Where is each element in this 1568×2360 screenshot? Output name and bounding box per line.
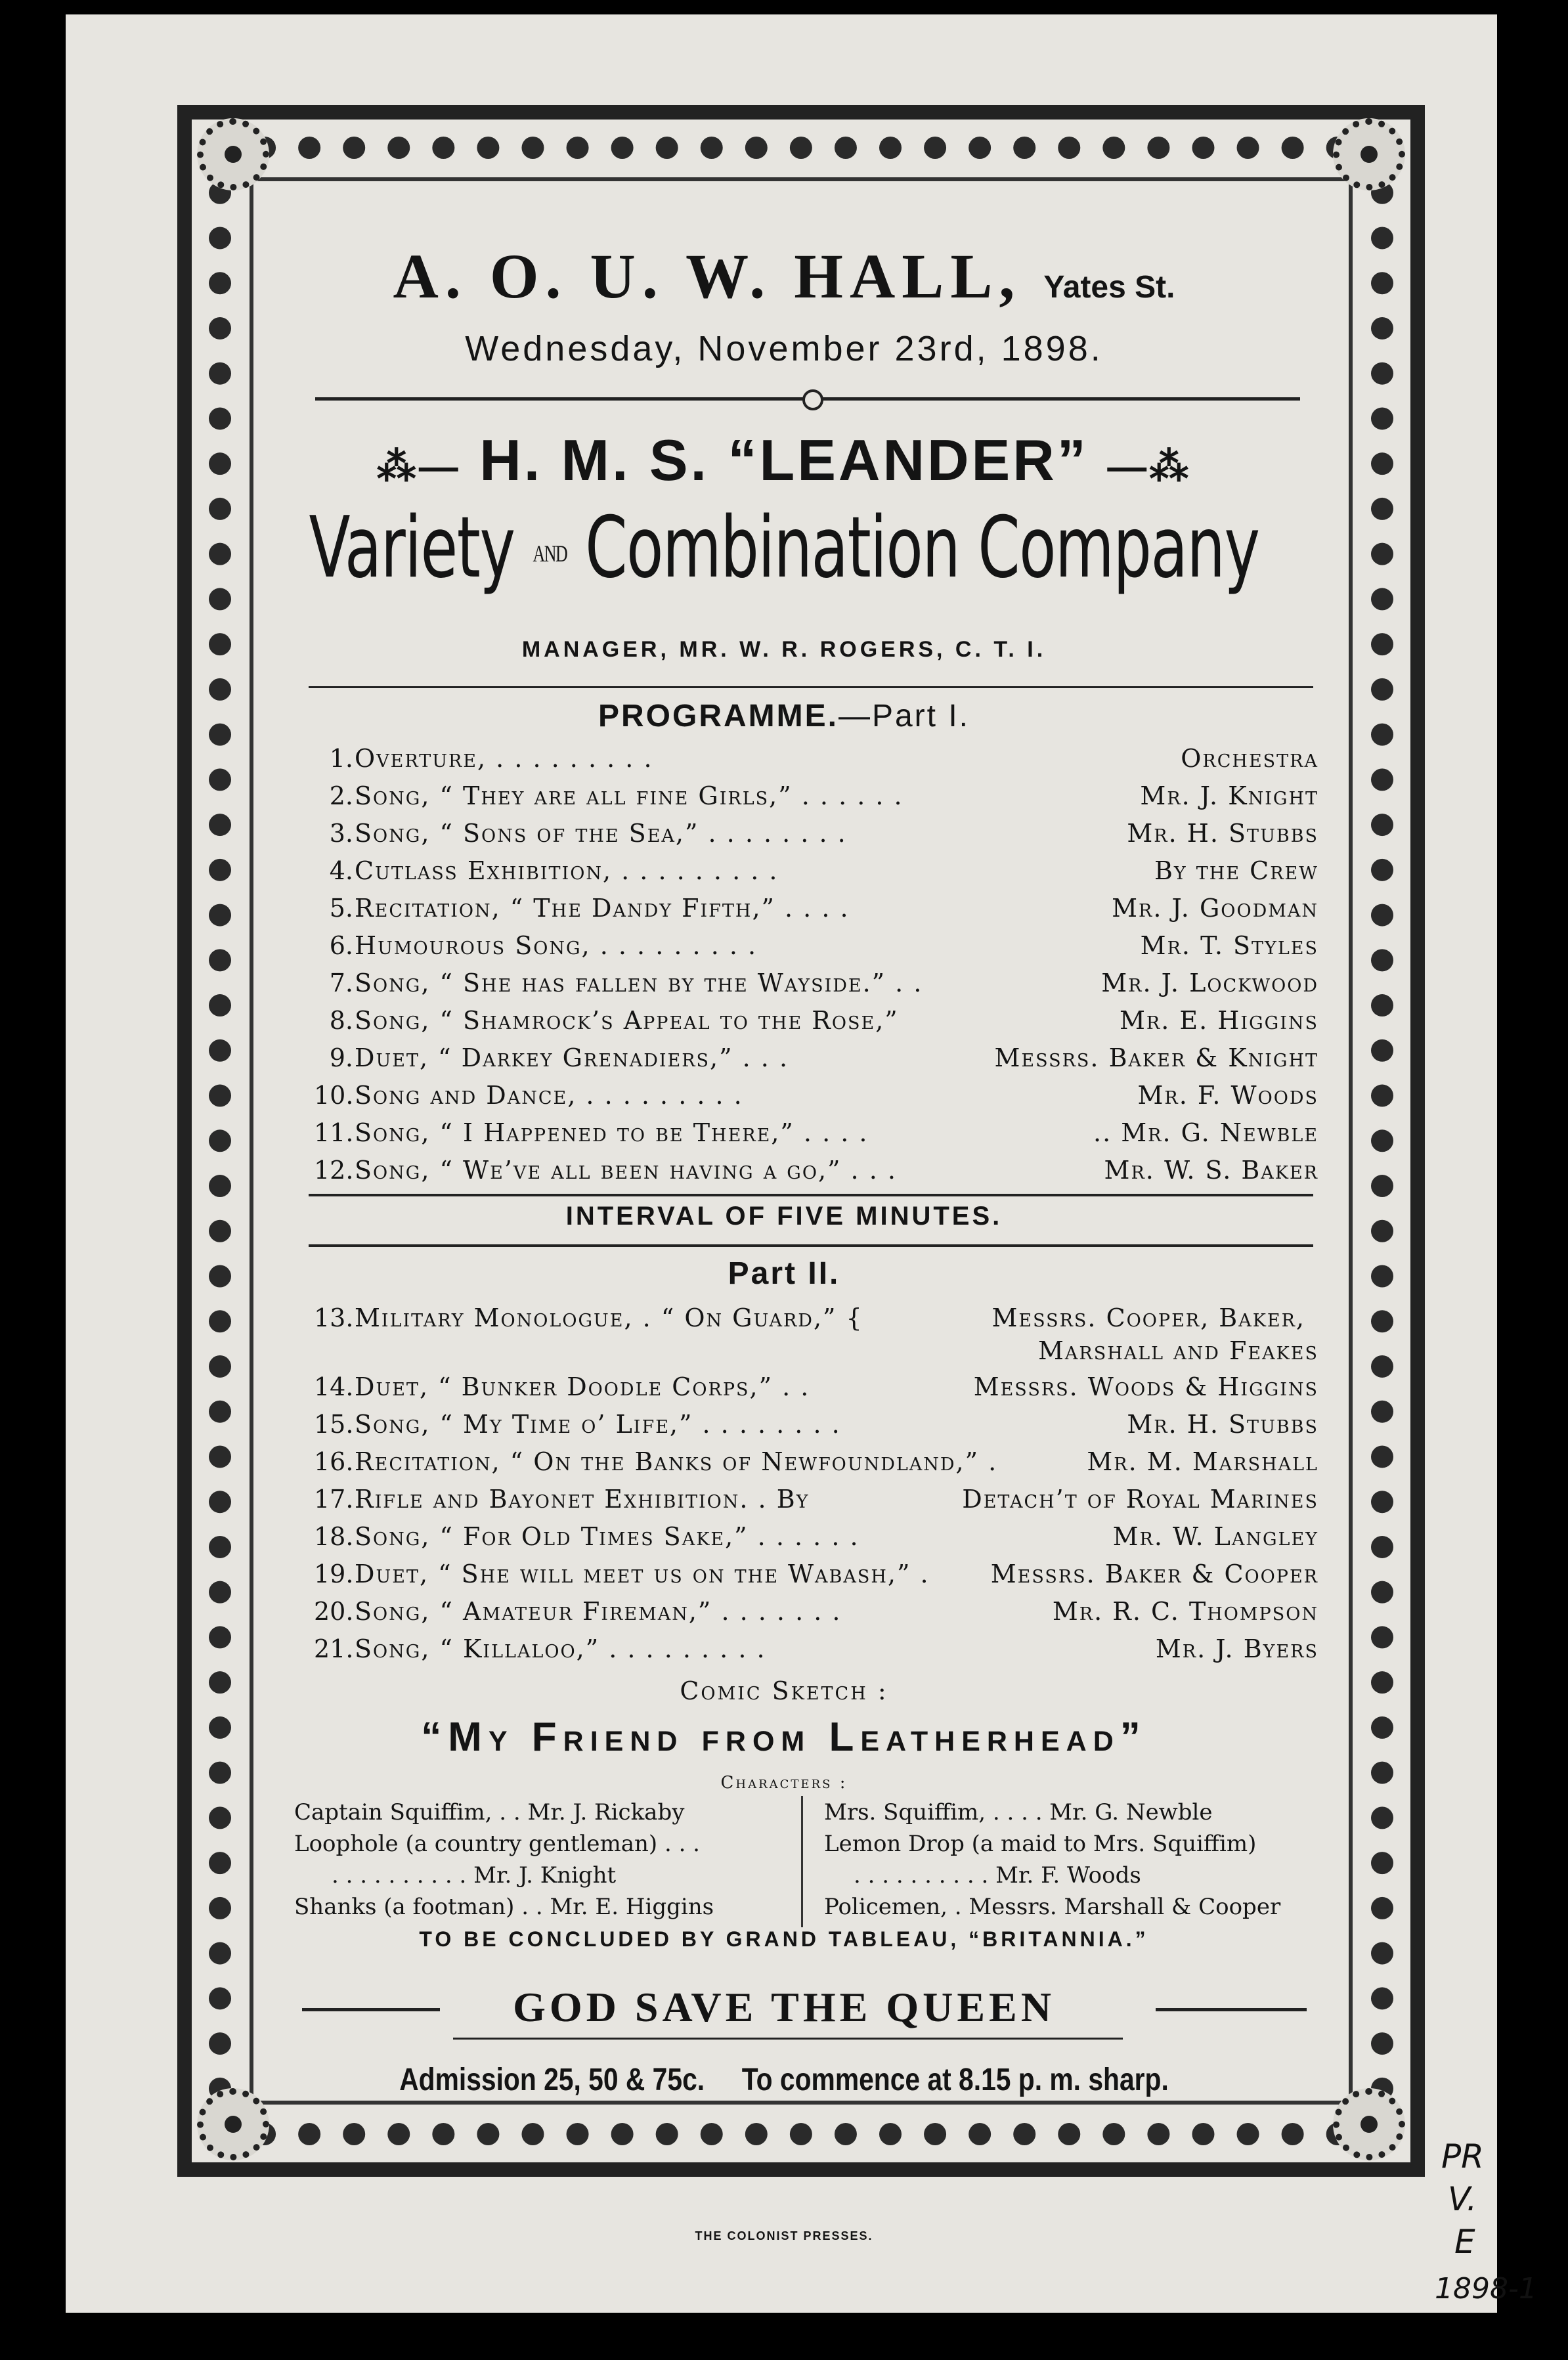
cast-line: Loophole (a country gentleman) . . . <box>294 1831 700 1857</box>
item-number: 17. <box>314 1485 354 1514</box>
item-title: Humourous Song, . . . . . . . . . <box>355 931 758 960</box>
corner-rosette-icon <box>1333 2088 1405 2160</box>
programme-item <box>314 1522 1318 1559</box>
item-number: 12. <box>314 1156 354 1185</box>
item-title: Song, “ She has fallen by the Wayside.” . . <box>355 969 923 997</box>
item-number: 6. <box>329 931 353 960</box>
archive-mark-line: PR <box>1441 2137 1484 2175</box>
programme-item <box>314 1447 1318 1484</box>
item-number: 13. <box>314 1303 354 1332</box>
item-performer: Mr. J. Goodman <box>1112 894 1318 923</box>
item-performer: .. Mr. G. Newble <box>1093 1118 1318 1147</box>
item-title: Song, “ Killaloo,” . . . . . . . . . <box>355 1634 766 1663</box>
item-number: 19. <box>314 1560 354 1588</box>
item-number: 14. <box>314 1372 354 1401</box>
programme-item <box>314 931 1318 968</box>
item-number: 2. <box>329 781 353 810</box>
venue-street: Yates St. <box>1043 270 1175 305</box>
item-performer: Messrs. Baker & Knight <box>994 1043 1318 1072</box>
interval-notice: INTERVAL OF FIVE MINUTES. <box>565 1202 1003 1231</box>
programme-item <box>314 1560 1318 1596</box>
item-performer: Mr. M. Marshall <box>1087 1447 1318 1476</box>
cast-line: Lemon Drop (a maid to Mrs. Squiffim) <box>824 1831 1257 1857</box>
company-name-left: Variety <box>309 499 515 597</box>
sketch-title: “My Friend from Leatherhead” <box>421 1715 1147 1760</box>
ship-title <box>0 427 1568 494</box>
programme-item-continued <box>314 1336 1318 1373</box>
item-title: Song and Dance, . . . . . . . . . <box>355 1081 743 1110</box>
programme-title: PROGRAMME. <box>598 699 838 733</box>
item-performer: Messrs. Cooper, Baker, <box>991 1303 1305 1332</box>
item-performer: Orchestra <box>1181 744 1318 773</box>
programme-item <box>314 894 1318 930</box>
divider-rule <box>309 1244 1313 1247</box>
company-name-right: Combination Company <box>585 499 1259 597</box>
programme-item <box>314 819 1318 856</box>
item-performer: By the Crew <box>1154 856 1318 885</box>
item-title: Song, “ Sons of the Sea,” . . . . . . . . <box>355 819 847 848</box>
printer-imprint: THE COLONIST PRESSES. <box>695 2229 873 2242</box>
item-title: Overture, . . . . . . . . . <box>355 744 653 773</box>
cast-line: Mrs. Squiffim, . . . . Mr. G. Newble <box>824 1799 1213 1825</box>
item-performer: Mr. R. C. Thompson <box>1052 1597 1318 1626</box>
item-title: Song, “ For Old Times Sake,” . . . . . . <box>355 1522 860 1551</box>
archive-mark-line: 1898-1 <box>1435 2272 1537 2305</box>
item-title: Rifle and Bayonet Exhibition. . By <box>355 1485 810 1514</box>
venue-name: A. O. U. W. HALL, <box>393 241 1022 311</box>
item-number: 3. <box>329 819 353 848</box>
divider-rule <box>309 1194 1313 1196</box>
archive-mark-line: E <box>1454 2223 1475 2261</box>
ship-title-text: H. M. S. “LEANDER” <box>479 427 1089 492</box>
cast-line: Policemen, . Messrs. Marshall & Cooper <box>824 1894 1281 1920</box>
anthem-line: GOD SAVE THE QUEEN <box>513 1984 1055 2030</box>
item-title: Song, “ Shamrock’s Appeal to the Rose,” <box>355 1006 899 1035</box>
item-performer: Mr. J. Byers <box>1155 1634 1318 1663</box>
programme-part1-heading <box>0 698 1568 734</box>
programme-item <box>314 1372 1318 1409</box>
item-number: 7. <box>329 969 353 997</box>
programme-item <box>314 1006 1318 1043</box>
item-title: Duet, “ Darkey Grenadiers,” . . . <box>355 1043 789 1072</box>
item-performer: Mr. W. Langley <box>1112 1522 1318 1551</box>
programme-part2-heading: Part II. <box>728 1256 840 1291</box>
item-title: Song, “ They are all fine Girls,” . . . . . . <box>355 781 904 810</box>
item-title: Song, “ Amateur Fireman,” . . . . . . . <box>355 1597 842 1626</box>
divider-rule <box>453 2038 1123 2040</box>
item-title: Song, “ My Time o’ Life,” . . . . . . . . <box>355 1410 841 1439</box>
item-number: 5. <box>329 894 353 923</box>
item-title: Military Monologue, . “ On Guard,” { <box>355 1303 863 1332</box>
cast-line: Captain Squiffim, . . Mr. J. Rickaby <box>294 1799 685 1825</box>
item-performer: Detach’t of Royal Marines <box>962 1485 1318 1514</box>
item-performer: Messrs. Baker & Cooper <box>990 1560 1318 1588</box>
manager-line: MANAGER, MR. W. R. ROGERS, C. T. I. <box>521 637 1047 662</box>
item-number: 11. <box>314 1118 354 1147</box>
item-number: 9. <box>329 1043 353 1072</box>
item-number: 21. <box>314 1634 354 1663</box>
corner-rosette-icon <box>1333 118 1405 190</box>
item-performer: Marshall and Feakes <box>1037 1336 1318 1365</box>
programme-item <box>314 781 1318 818</box>
admission-price: Admission 25, 50 & 75c. <box>399 2063 705 2097</box>
divider-rule <box>309 686 1313 688</box>
programme-item <box>314 1081 1318 1118</box>
item-number: 1. <box>329 744 353 773</box>
item-performer: Messrs. Woods & Higgins <box>973 1372 1318 1401</box>
characters-label: Characters : <box>720 1773 848 1793</box>
item-title: Cutlass Exhibition, . . . . . . . . . <box>355 856 779 885</box>
item-performer: Mr. H. Stubbs <box>1127 819 1318 848</box>
venue-heading <box>0 240 1568 313</box>
item-number: 10. <box>314 1081 354 1110</box>
item-number: 16. <box>314 1447 354 1476</box>
programme-item <box>314 856 1318 893</box>
sketch-label: Comic Sketch : <box>680 1676 888 1705</box>
cast-column-divider <box>801 1796 803 1927</box>
item-number: 18. <box>314 1522 354 1551</box>
admission-line <box>118 2062 1450 2098</box>
item-title: Duet, “ She will meet us on the Wabash,” . <box>355 1560 930 1588</box>
item-performer: Mr. E. Higgins <box>1119 1006 1318 1035</box>
item-number: 8. <box>329 1006 353 1035</box>
cast-line: . . . . . . . . . . Mr. F. Woods <box>854 1862 1141 1889</box>
programme-item <box>314 1634 1318 1671</box>
item-performer: Mr. J. Lockwood <box>1101 969 1318 997</box>
item-number: 20. <box>314 1597 354 1626</box>
programme-item <box>314 1303 1318 1340</box>
item-performer: Mr. J. Knight <box>1140 781 1318 810</box>
item-performer: Mr. T. Styles <box>1140 931 1318 960</box>
item-title: Duet, “ Bunker Doodle Corps,” . . <box>355 1372 810 1401</box>
programme-item <box>314 1597 1318 1634</box>
item-number: 4. <box>329 856 353 885</box>
scroll-right-icon: —⁂ <box>1107 445 1192 489</box>
programme-item <box>314 969 1318 1005</box>
cast-line: . . . . . . . . . . Mr. J. Knight <box>332 1862 617 1889</box>
item-performer: Mr. W. S. Baker <box>1104 1156 1318 1185</box>
archive-mark-line: V. <box>1448 2180 1477 2218</box>
company-name-and: AND <box>533 540 567 567</box>
item-performer: Mr. F. Woods <box>1137 1081 1318 1110</box>
start-time: To commence at 8.15 p. m. sharp. <box>741 2063 1169 2097</box>
programme-item <box>314 1410 1318 1447</box>
item-performer: Mr. H. Stubbs <box>1127 1410 1318 1439</box>
programme-item <box>314 1156 1318 1192</box>
programme-item <box>314 744 1318 781</box>
programme-item <box>314 1118 1318 1155</box>
programme-item <box>314 1485 1318 1521</box>
item-number: 15. <box>314 1410 354 1439</box>
corner-rosette-icon <box>197 118 269 190</box>
item-title: Recitation, “ The Dandy Fifth,” . . . . <box>355 894 850 923</box>
item-title: Song, “ We’ve all been having a go,” . . . <box>355 1156 897 1185</box>
company-name <box>219 499 1348 597</box>
scroll-left-icon: ⁂— <box>376 445 461 489</box>
item-title: Recitation, “ On the Banks of Newfoundland,” . <box>355 1447 998 1476</box>
divider-ornament-icon <box>802 389 823 410</box>
event-date: Wednesday, November 23rd, 1898. <box>465 329 1103 368</box>
programme-item <box>314 1043 1318 1080</box>
item-title: Song, “ I Happened to be There,” . . . . <box>355 1118 869 1147</box>
cast-line: Shanks (a footman) . . Mr. E. Higgins <box>294 1894 714 1920</box>
part1-label: —Part I. <box>838 699 970 733</box>
corner-rosette-icon <box>197 2088 269 2160</box>
tableau-line: TO BE CONCLUDED BY GRAND TABLEAU, “BRITANNIA.” <box>419 1927 1149 1951</box>
